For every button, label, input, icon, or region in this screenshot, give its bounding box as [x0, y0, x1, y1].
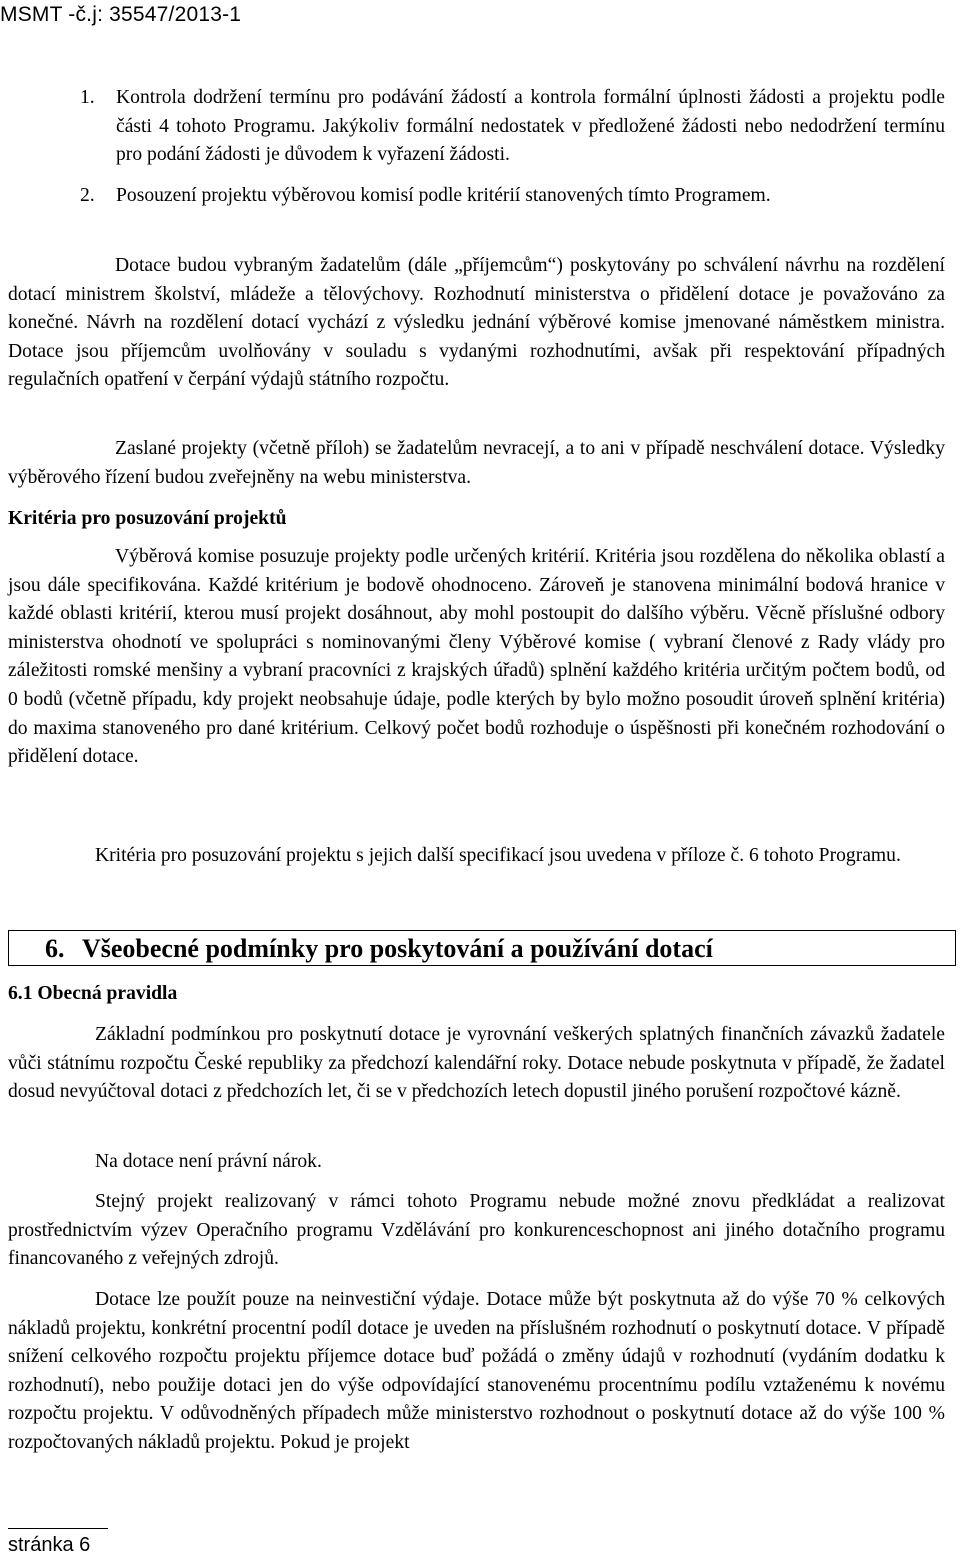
section-title: Všeobecné podmínky pro poskytování a používání dotací — [82, 934, 713, 963]
paragraph-no-legal-claim: Na dotace není právní nárok. — [95, 1151, 322, 1172]
footer-divider — [8, 1528, 108, 1529]
list-item — [8, 84, 945, 170]
list-item-number: 2. — [80, 184, 95, 206]
paragraph-returns: Zaslané projekty (včetně příloh) se žadatelům nevracejí, a to ani v případě neschválení dotace. Výsledky výběrového řízení budou zveřejněny na webu ministerstva. — [8, 438, 945, 488]
subsection-heading: 6.1 Obecná pravidla — [8, 983, 178, 1004]
document-reference: MSMT -č.j: 35547/2013-1 — [0, 3, 242, 26]
page-number-label: stránka 6 — [8, 1534, 91, 1556]
section-number: 6. — [45, 934, 65, 963]
paragraph-non-investment: Dotace lze použít pouze na neinvestiční výdaje. Dotace může být poskytnuta až do výše 70 % celkových nákladů projektu, konkrétní procentní podíl dotace je uveden na příslušném rozhodnutí o poskytnutí dotace. V případě snížení celkového rozpočtu projektu příjemce dotace buď požádá o změny údajů v rozhodnutí (vydáním dodatku k rozhodnutí), nebo použije dotaci jen do výše odpovídající stanovenému procentnímu podílu vztaženému k novému rozpočtu projektu. V odůvodněných případech může ministerstvo rozhodnout o poskytnutí dotace až do výše 100 % rozpočtovaných nákladů projektu. Pokud je projekt — [8, 1289, 945, 1453]
criteria-annex-note: Kritéria pro posuzování projektu s jejich další specifikací jsou uvedena v příloze č. 6 tohoto Programu. — [95, 845, 901, 866]
section-heading-box — [8, 930, 956, 966]
paragraph-basic-condition: Základní podmínkou pro poskytnutí dotace je vyrovnání veškerých splatných finančních závazků žadatele vůči státnímu rozpočtu České republiky za předchozí kalendářní roky. Dotace nebude poskytnuta v případě, že žadatel dosud nevyúčtoval dotaci z předchozích let, či se v předchozích letech dopustil jiného porušení rozpočtové kázně. — [8, 1024, 945, 1103]
list-item-number: 1. — [80, 87, 95, 108]
evaluation-steps-list — [8, 84, 945, 210]
list-item — [8, 182, 945, 211]
list-item-text: Posouzení projektu výběrovou komisí podle kritérií stanovených tímto Programem. — [116, 184, 771, 206]
paragraph-approval: Dotace budou vybraným žadatelům (dále „příjemcům“) poskytovány po schválení návrhu na rozdělení dotací ministrem školství, mládeže a tělovýchovy. Rozhodnutí ministerstva o přidělení dotace je považováno za konečné. Návrh na rozdělení dotací vychází z výsledku jednání výběrové komise jmenované náměstkem ministra. Dotace jsou příjemcům uvolňovány v souladu s vydanými rozhodnutími, avšak při respektování případných regulačních opatření v čerpání výdajů státního rozpočtu. — [8, 255, 945, 391]
criteria-heading: Kritéria pro posuzování projektů — [8, 508, 287, 529]
list-item-text: Kontrola dodržení termínu pro podávání žádostí a kontrola formální úplnosti žádosti a projektu podle části 4 tohoto Programu. Jakýkoliv formální nedostatek v předložené žádosti nebo nedodržení termínu pro podání žádosti je důvodem k vyřazení žádosti. — [116, 87, 945, 166]
paragraph-same-project: Stejný projekt realizovaný v rámci tohoto Programu nebude možné znovu předkládat a realizovat prostřednictvím výzev Operačního programu Vzdělávání pro konkurenceschopnost ani jiného dotačního programu financovaného z veřejných zdrojů. — [8, 1191, 945, 1270]
criteria-paragraph: Výběrová komise posuzuje projekty podle určených kritérií. Kritéria jsou rozdělena do několika oblastí a jsou dále specifikována. Každé kritérium je bodově ohodnoceno. Zároveň je stanovena minimální bodová hranice v každé oblasti kritérií, kterou musí projekt dosáhnout, aby mohl postoupit do dalšího výběru. Věcně příslušné odbory ministerstva ohodnotí ve spolupráci s nominovanými členy Výběrové komise ( vybraní členové z Rady vlády pro záležitosti romské menšiny a vybraní pracovníci z krajských úřadů) splnění každého kritéria určitým počtem bodů, od 0 bodů (včetně případu, kdy projekt neobsahuje údaje, podle kterých by bylo možno posoudit úroveň splnění kritéria) do maxima stanoveného pro dané kritérium. Celkový počet bodů rozhoduje o úspěšnosti při konečném rozhodování o přidělení dotace. — [8, 546, 945, 768]
